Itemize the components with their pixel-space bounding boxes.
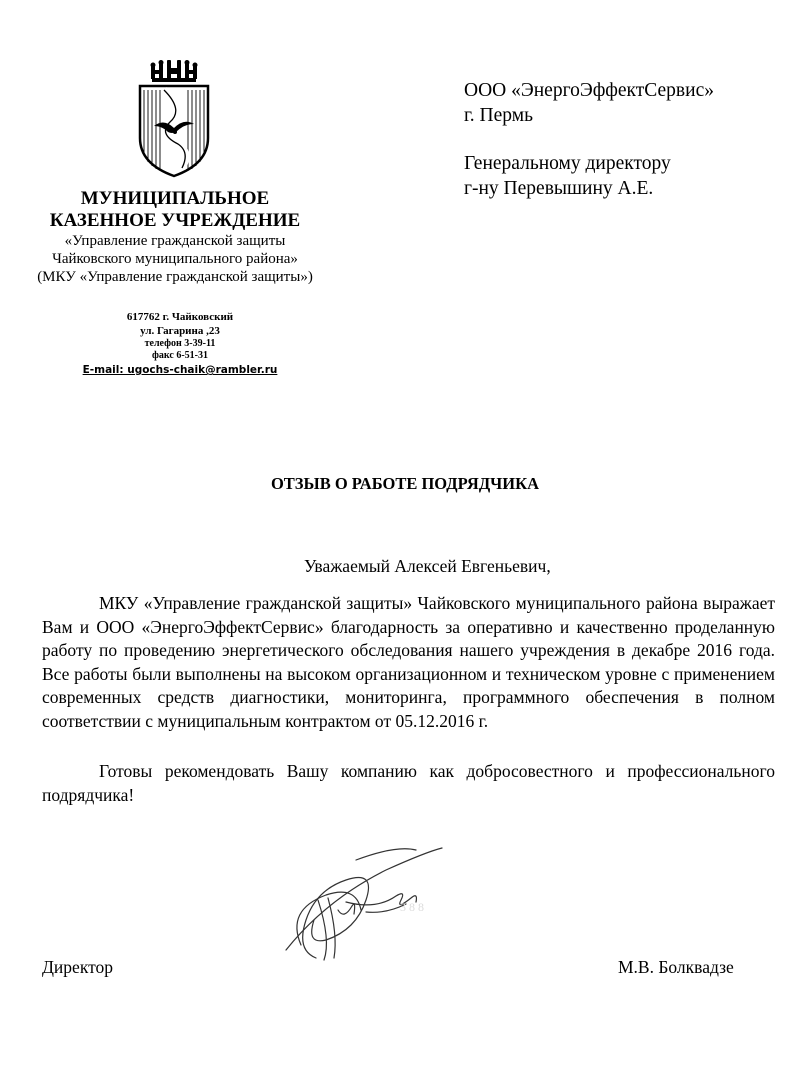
greeting: Уважаемый Алексей Евгеньевич, <box>304 556 551 576</box>
org-name-line1: МУНИЦИПАЛЬНОЕ <box>80 188 270 209</box>
address-street: ул. Гагарина ,23 <box>140 325 220 337</box>
body-paragraph-2: Готовы рекомендовать Вашу компанию как добросовестного и профессионального подрядчика! <box>42 761 775 805</box>
document-title: ОТЗЫВ О РАБОТЕ ПОДРЯДЧИКА <box>270 474 540 493</box>
recipient-company: ООО «ЭнергоЭффектСервис» <box>464 80 714 101</box>
recipient-block <box>464 78 794 201</box>
email-link[interactable]: E-mail: ugochs-chaik@rambler.ru <box>82 364 278 376</box>
recipient-person: г-ну Перевышину А.Е. <box>464 178 654 199</box>
signatory-position: Директор <box>42 957 114 977</box>
recipient-position: Генеральному директору <box>464 153 671 174</box>
org-sub-line2: Чайковского муниципального района» <box>52 251 298 267</box>
signatory-name: М.В. Болквадзе <box>618 957 734 977</box>
coat-of-arms-icon <box>134 60 214 178</box>
fax: факс 6-51-31 <box>151 350 209 361</box>
recipient-city: г. Пермь <box>464 105 533 126</box>
org-sub-line3: (МКУ «Управление гражданской защиты») <box>37 269 313 285</box>
address-block <box>60 310 300 377</box>
org-name-line2: КАЗЕННОЕ УЧРЕЖДЕНИЕ <box>49 210 301 231</box>
address-city: 617762 г. Чайковский <box>126 311 234 323</box>
phone: телефон 3-39-11 <box>144 338 216 349</box>
org-sub-line1: «Управление гражданской защиты <box>64 233 286 249</box>
body-paragraph-1: МКУ «Управление гражданской защиты» Чайковского муниципального района выражает Вам и ООО «ЭнергоЭффектСервис» благодарность за оперативно и качественно проделанную работу по проведению энергетического обследования нашего учреждения в декабре 2016 года. Все работы были выполнены на высоком организационном и техническом уровне с применением современных средств диагностики, мониторинга, программного обеспечения в полном соответствии с муниципальным контрактом от 05.12.2016 г. <box>42 593 775 731</box>
organization-header <box>20 188 330 286</box>
faint-stamp-text: 3 8 8 <box>400 900 424 914</box>
letter-body <box>42 592 775 807</box>
